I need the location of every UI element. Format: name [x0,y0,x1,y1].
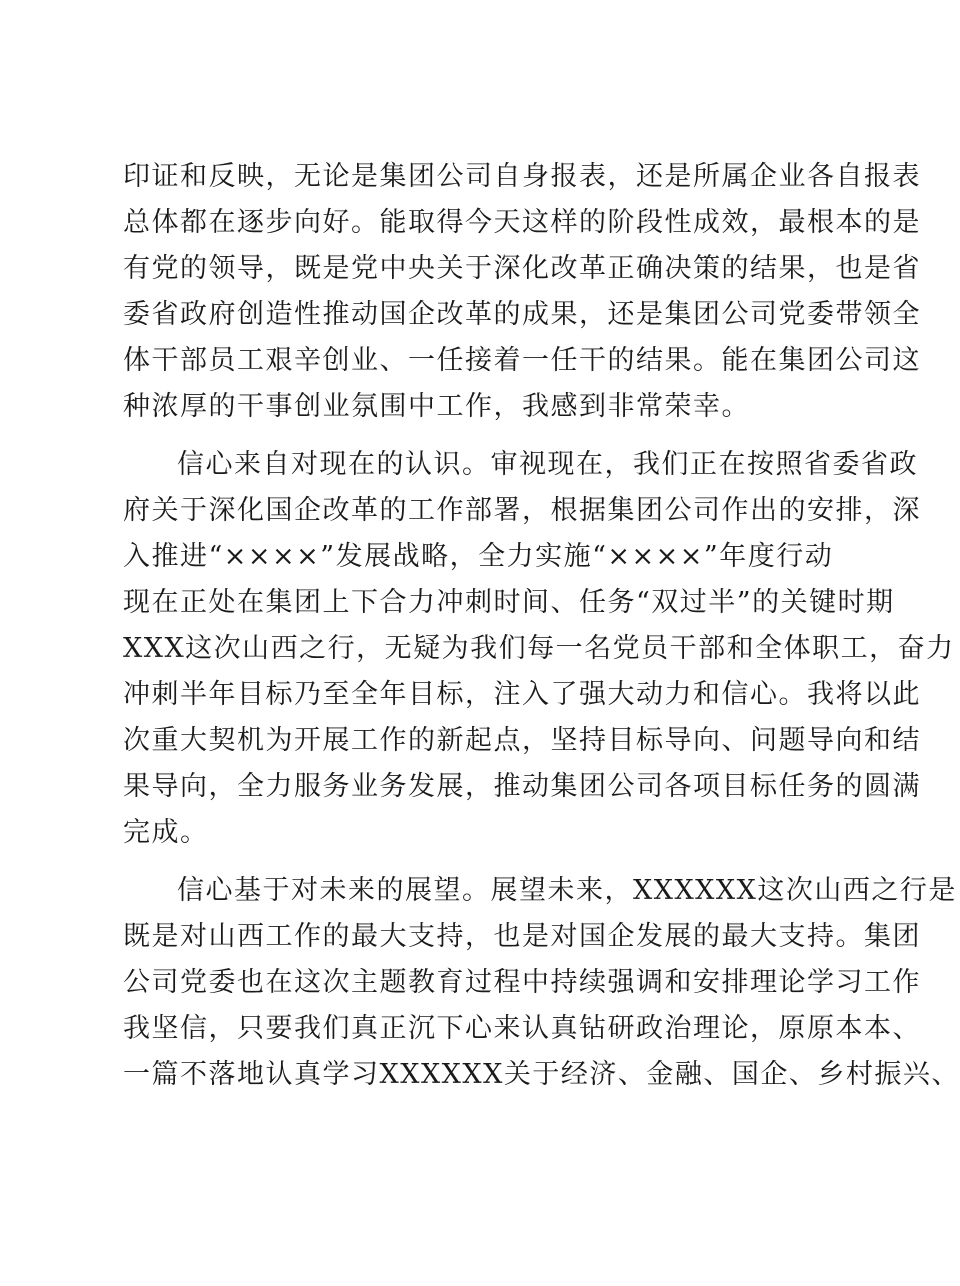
paragraph-gap [123,856,813,868]
text-line: 委省政府创造性推动国企改革的成果，还是集团公司党委带领全 [123,299,921,330]
text-line: 有党的领导，既是党中央关于深化改革正确决策的结果，也是省 [123,253,921,284]
text-line: 一篇不落地认真学习XXXXXX关于经济、金融、国企、乡村振兴、 [123,1059,960,1090]
text-line: 次重大契机为开展工作的新起点，坚持目标导向、问题导向和结 [123,725,921,756]
text-line: 既是对山西工作的最大支持，也是对国企发展的最大支持。集团 [123,921,921,952]
text-line: 府关于深化国企改革的工作部署，根据集团公司作出的安排，深 [123,495,921,526]
text-line: 果导向，全力服务业务发展，推动集团公司各项目标任务的圆满 [123,771,921,802]
text-line: 印证和反映，无论是集团公司自身报表，还是所属企业各自报表 [123,161,921,192]
text-line: 信心来自对现在的认识。审视现在，我们正在按照省委省政 [177,449,918,480]
document-body [123,154,960,1098]
text-line: 种浓厚的干事创业氛围中工作，我感到非常荣幸。 [123,391,750,422]
text-line: 现在正处在集团上下合力冲刺时间、任务“双过半”的关键时期 [123,587,895,618]
text-line: XXX这次山西之行，无疑为我们每一名党员干部和全体职工，奋力 [123,633,955,664]
text-line: 入推进“××××”发展战略，全力实施“××××”年度行动 [123,541,834,572]
text-line: 我坚信，只要我们真正沉下心来认真钻研政治理论，原原本本、 [123,1013,921,1044]
text-line: 体干部员工艰辛创业、一任接着一任干的结果。能在集团公司这 [123,345,921,376]
text-line: 完成。 [123,817,209,848]
text-line: 信心基于对未来的展望。展望未来，XXXXXX这次山西之行是 [177,875,957,906]
paragraph-gap [123,430,813,442]
text-line: 总体都在逐步向好。能取得今天这样的阶段性成效，最根本的是 [123,207,921,238]
text-line: 冲刺半年目标乃至全年目标，注入了强大动力和信心。我将以此 [123,679,921,710]
text-line: 公司党委也在这次主题教育过程中持续强调和安排理论学习工作 [123,967,921,998]
